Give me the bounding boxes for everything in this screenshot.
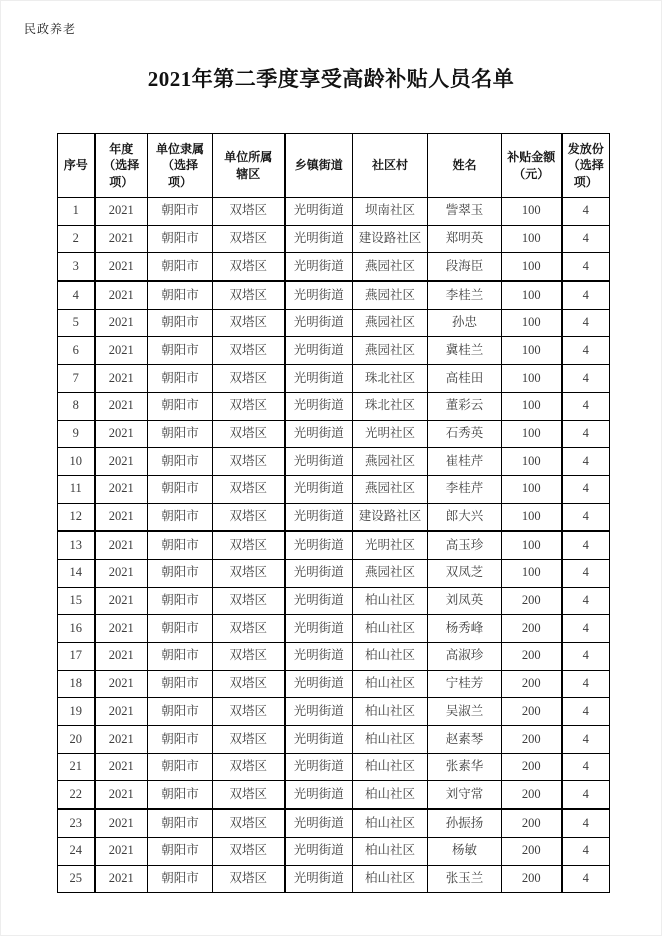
table-cell: 4 bbox=[562, 781, 610, 809]
table-cell: 吴淑兰 bbox=[428, 698, 502, 726]
table-cell: 光明街道 bbox=[285, 420, 353, 448]
table-cell: 5 bbox=[58, 309, 95, 337]
table-cell: 2021 bbox=[95, 726, 148, 754]
table-cell: 冀桂兰 bbox=[428, 337, 502, 365]
table-cell: 光明社区 bbox=[353, 531, 428, 559]
table-row bbox=[58, 809, 610, 837]
table-cell: 朝阳市 bbox=[148, 643, 213, 671]
table-cell: 10 bbox=[58, 448, 95, 476]
table-cell: 建设路社区 bbox=[353, 225, 428, 253]
table-cell: 24 bbox=[58, 837, 95, 865]
table-cell: 朝阳市 bbox=[148, 253, 213, 281]
table-cell: 董彩云 bbox=[428, 392, 502, 420]
table-cell: 光明街道 bbox=[285, 309, 353, 337]
table-cell: 7 bbox=[58, 365, 95, 393]
table-cell: 4 bbox=[562, 670, 610, 698]
corner-label: 民政养老 bbox=[24, 22, 77, 36]
table-cell: 2021 bbox=[95, 531, 148, 559]
table-cell: 朝阳市 bbox=[148, 753, 213, 781]
table-cell: 2021 bbox=[95, 309, 148, 337]
table-header-cell: 单位隶属（选择项） bbox=[148, 134, 213, 198]
table-cell: 燕园社区 bbox=[353, 281, 428, 309]
table-cell: 朝阳市 bbox=[148, 448, 213, 476]
table-row bbox=[58, 475, 610, 503]
table-cell: 100 bbox=[502, 420, 562, 448]
table-cell: 光明街道 bbox=[285, 643, 353, 671]
table-cell: 2021 bbox=[95, 809, 148, 837]
table-row bbox=[58, 559, 610, 587]
table-cell: 1 bbox=[58, 198, 95, 226]
table-row bbox=[58, 198, 610, 226]
table-cell: 双塔区 bbox=[213, 337, 285, 365]
table-cell: 朝阳市 bbox=[148, 420, 213, 448]
table-row bbox=[58, 643, 610, 671]
table-cell: 4 bbox=[562, 281, 610, 309]
table-cell: 19 bbox=[58, 698, 95, 726]
table-cell: 双塔区 bbox=[213, 726, 285, 754]
table-cell: 光明街道 bbox=[285, 587, 353, 615]
table-cell: 柏山社区 bbox=[353, 615, 428, 643]
table-cell: 2021 bbox=[95, 753, 148, 781]
table-cell: 双塔区 bbox=[213, 475, 285, 503]
table-cell: 坝南社区 bbox=[353, 198, 428, 226]
table-cell: 柏山社区 bbox=[353, 809, 428, 837]
table-cell: 燕园社区 bbox=[353, 475, 428, 503]
table-cell: 双塔区 bbox=[213, 365, 285, 393]
table-cell: 双塔区 bbox=[213, 753, 285, 781]
table-row bbox=[58, 281, 610, 309]
table-cell: 2021 bbox=[95, 559, 148, 587]
table-cell: 双塔区 bbox=[213, 309, 285, 337]
table-cell: 2021 bbox=[95, 670, 148, 698]
table-header-cell: 乡镇街道 bbox=[285, 134, 353, 198]
table-cell: 双塔区 bbox=[213, 837, 285, 865]
table-header-row bbox=[58, 134, 610, 198]
table-cell: 4 bbox=[562, 531, 610, 559]
table-cell: 4 bbox=[562, 253, 610, 281]
table-cell: 朝阳市 bbox=[148, 198, 213, 226]
table-cell: 2021 bbox=[95, 475, 148, 503]
table-cell: 高玉珍 bbox=[428, 531, 502, 559]
table-cell: 双塔区 bbox=[213, 865, 285, 893]
table-cell: 柏山社区 bbox=[353, 753, 428, 781]
table-cell: 訾翠玉 bbox=[428, 198, 502, 226]
table-cell: 双塔区 bbox=[213, 587, 285, 615]
table-cell: 200 bbox=[502, 587, 562, 615]
table-cell: 朝阳市 bbox=[148, 503, 213, 531]
table-cell: 200 bbox=[502, 726, 562, 754]
table-cell: 4 bbox=[562, 726, 610, 754]
table-cell: 石秀英 bbox=[428, 420, 502, 448]
table-cell: 100 bbox=[502, 475, 562, 503]
table-cell: 光明街道 bbox=[285, 559, 353, 587]
table-cell: 宁桂芳 bbox=[428, 670, 502, 698]
table-cell: 4 bbox=[562, 865, 610, 893]
table-cell: 光明街道 bbox=[285, 365, 353, 393]
table-cell: 光明街道 bbox=[285, 475, 353, 503]
table-cell: 双塔区 bbox=[213, 781, 285, 809]
table-cell: 光明街道 bbox=[285, 670, 353, 698]
table-row bbox=[58, 503, 610, 531]
table-cell: 光明街道 bbox=[285, 781, 353, 809]
table-cell: 100 bbox=[502, 337, 562, 365]
table-cell: 赵素琴 bbox=[428, 726, 502, 754]
table-cell: 2021 bbox=[95, 503, 148, 531]
table-cell: 光明街道 bbox=[285, 809, 353, 837]
table-cell: 朝阳市 bbox=[148, 225, 213, 253]
table-cell: 朝阳市 bbox=[148, 587, 213, 615]
table-row bbox=[58, 726, 610, 754]
table-cell: 朝阳市 bbox=[148, 531, 213, 559]
table-cell: 郑明英 bbox=[428, 225, 502, 253]
table-cell: 朝阳市 bbox=[148, 670, 213, 698]
table-cell: 光明街道 bbox=[285, 225, 353, 253]
table-cell: 2021 bbox=[95, 781, 148, 809]
table-cell: 朝阳市 bbox=[148, 781, 213, 809]
table-cell: 光明街道 bbox=[285, 392, 353, 420]
table-cell: 柏山社区 bbox=[353, 698, 428, 726]
table-cell: 200 bbox=[502, 837, 562, 865]
table-row bbox=[58, 420, 610, 448]
table-cell: 双凤芝 bbox=[428, 559, 502, 587]
table-cell: 100 bbox=[502, 559, 562, 587]
table-cell: 200 bbox=[502, 670, 562, 698]
table-cell: 4 bbox=[562, 615, 610, 643]
table-cell: 双塔区 bbox=[213, 503, 285, 531]
table-cell: 郎大兴 bbox=[428, 503, 502, 531]
table-cell: 光明街道 bbox=[285, 281, 353, 309]
table-cell: 2021 bbox=[95, 698, 148, 726]
table-cell: 100 bbox=[502, 448, 562, 476]
table-cell: 100 bbox=[502, 309, 562, 337]
table-cell: 12 bbox=[58, 503, 95, 531]
table-cell: 孙忠 bbox=[428, 309, 502, 337]
table-header-cell: 年度（选择项） bbox=[95, 134, 148, 198]
table-cell: 200 bbox=[502, 809, 562, 837]
table-cell: 11 bbox=[58, 475, 95, 503]
table-cell: 光明街道 bbox=[285, 337, 353, 365]
table-cell: 200 bbox=[502, 698, 562, 726]
table-cell: 朝阳市 bbox=[148, 392, 213, 420]
table-cell: 李桂芹 bbox=[428, 475, 502, 503]
table-cell: 20 bbox=[58, 726, 95, 754]
table-cell: 22 bbox=[58, 781, 95, 809]
table-cell: 16 bbox=[58, 615, 95, 643]
table-row bbox=[58, 531, 610, 559]
table-cell: 朝阳市 bbox=[148, 698, 213, 726]
table-cell: 2021 bbox=[95, 253, 148, 281]
table-cell: 100 bbox=[502, 281, 562, 309]
table-header-cell: 补贴金额（元） bbox=[502, 134, 562, 198]
table-cell: 朝阳市 bbox=[148, 809, 213, 837]
table-cell: 4 bbox=[562, 337, 610, 365]
table-cell: 100 bbox=[502, 253, 562, 281]
table-cell: 燕园社区 bbox=[353, 309, 428, 337]
table-cell: 9 bbox=[58, 420, 95, 448]
table-cell: 燕园社区 bbox=[353, 253, 428, 281]
table-cell: 柏山社区 bbox=[353, 781, 428, 809]
table-cell: 4 bbox=[562, 475, 610, 503]
table-cell: 李桂兰 bbox=[428, 281, 502, 309]
table-row bbox=[58, 753, 610, 781]
table-cell: 4 bbox=[562, 448, 610, 476]
table-cell: 高桂田 bbox=[428, 365, 502, 393]
table-cell: 杨秀峰 bbox=[428, 615, 502, 643]
table-cell: 2021 bbox=[95, 225, 148, 253]
table-cell: 燕园社区 bbox=[353, 337, 428, 365]
table-cell: 双塔区 bbox=[213, 559, 285, 587]
table-cell: 100 bbox=[502, 198, 562, 226]
table-cell: 刘凤英 bbox=[428, 587, 502, 615]
table-cell: 刘守常 bbox=[428, 781, 502, 809]
table-cell: 双塔区 bbox=[213, 531, 285, 559]
table-cell: 2 bbox=[58, 225, 95, 253]
table-cell: 4 bbox=[562, 365, 610, 393]
table-cell: 200 bbox=[502, 643, 562, 671]
table-cell: 光明街道 bbox=[285, 253, 353, 281]
table-cell: 段海臣 bbox=[428, 253, 502, 281]
table-cell: 珠北社区 bbox=[353, 365, 428, 393]
table-cell: 崔桂芹 bbox=[428, 448, 502, 476]
table-cell: 13 bbox=[58, 531, 95, 559]
table-cell: 4 bbox=[562, 559, 610, 587]
table-cell: 朝阳市 bbox=[148, 309, 213, 337]
table-cell: 柏山社区 bbox=[353, 643, 428, 671]
table-cell: 200 bbox=[502, 615, 562, 643]
table-head bbox=[58, 134, 610, 198]
table-cell: 柏山社区 bbox=[353, 837, 428, 865]
table-cell: 张素华 bbox=[428, 753, 502, 781]
table-row bbox=[58, 865, 610, 893]
table-cell: 4 bbox=[58, 281, 95, 309]
table-cell: 2021 bbox=[95, 448, 148, 476]
table-cell: 2021 bbox=[95, 281, 148, 309]
table-cell: 朝阳市 bbox=[148, 337, 213, 365]
table-cell: 4 bbox=[562, 392, 610, 420]
table-cell: 杨敏 bbox=[428, 837, 502, 865]
table-cell: 2021 bbox=[95, 337, 148, 365]
table-cell: 双塔区 bbox=[213, 253, 285, 281]
table-cell: 4 bbox=[562, 698, 610, 726]
table-row bbox=[58, 670, 610, 698]
table-cell: 2021 bbox=[95, 587, 148, 615]
table-cell: 张玉兰 bbox=[428, 865, 502, 893]
table-cell: 2021 bbox=[95, 615, 148, 643]
table-cell: 15 bbox=[58, 587, 95, 615]
table-row bbox=[58, 698, 610, 726]
table-body bbox=[58, 198, 610, 893]
table-cell: 双塔区 bbox=[213, 225, 285, 253]
table-header-cell: 序号 bbox=[58, 134, 95, 198]
table-cell: 光明街道 bbox=[285, 503, 353, 531]
table-row bbox=[58, 781, 610, 809]
table-cell: 朝阳市 bbox=[148, 281, 213, 309]
table-cell: 朝阳市 bbox=[148, 365, 213, 393]
table-cell: 4 bbox=[562, 420, 610, 448]
table-cell: 光明街道 bbox=[285, 865, 353, 893]
table-cell: 2021 bbox=[95, 865, 148, 893]
table-cell: 光明街道 bbox=[285, 698, 353, 726]
table-cell: 4 bbox=[562, 587, 610, 615]
table-row bbox=[58, 392, 610, 420]
table-cell: 2021 bbox=[95, 392, 148, 420]
table-cell: 2021 bbox=[95, 365, 148, 393]
table-cell: 光明街道 bbox=[285, 837, 353, 865]
table-cell: 燕园社区 bbox=[353, 559, 428, 587]
table-cell: 朝阳市 bbox=[148, 615, 213, 643]
table-cell: 柏山社区 bbox=[353, 670, 428, 698]
table-cell: 朝阳市 bbox=[148, 475, 213, 503]
subsidy-table bbox=[57, 133, 610, 893]
table-cell: 4 bbox=[562, 503, 610, 531]
table-cell: 23 bbox=[58, 809, 95, 837]
table-cell: 双塔区 bbox=[213, 198, 285, 226]
table-cell: 朝阳市 bbox=[148, 865, 213, 893]
table-cell: 光明街道 bbox=[285, 531, 353, 559]
document-title: 2021年第二季度享受高龄补贴人员名单 bbox=[147, 67, 515, 91]
table-row bbox=[58, 365, 610, 393]
table-cell: 光明街道 bbox=[285, 198, 353, 226]
table-cell: 2021 bbox=[95, 837, 148, 865]
table-cell: 柏山社区 bbox=[353, 587, 428, 615]
table-cell: 6 bbox=[58, 337, 95, 365]
table-cell: 100 bbox=[502, 531, 562, 559]
table-cell: 25 bbox=[58, 865, 95, 893]
table-cell: 3 bbox=[58, 253, 95, 281]
table-row bbox=[58, 615, 610, 643]
table-cell: 21 bbox=[58, 753, 95, 781]
table-row bbox=[58, 225, 610, 253]
table-row bbox=[58, 448, 610, 476]
table-cell: 2021 bbox=[95, 643, 148, 671]
table-cell: 双塔区 bbox=[213, 670, 285, 698]
table-row bbox=[58, 309, 610, 337]
table-cell: 朝阳市 bbox=[148, 559, 213, 587]
table-header-cell: 社区村 bbox=[353, 134, 428, 198]
table-cell: 100 bbox=[502, 503, 562, 531]
table-cell: 4 bbox=[562, 225, 610, 253]
table-cell: 柏山社区 bbox=[353, 865, 428, 893]
table-header-cell: 单位所属辖区 bbox=[213, 134, 285, 198]
table-cell: 100 bbox=[502, 392, 562, 420]
table-cell: 14 bbox=[58, 559, 95, 587]
table-cell: 光明街道 bbox=[285, 448, 353, 476]
table-header-cell: 姓名 bbox=[428, 134, 502, 198]
table-cell: 2021 bbox=[95, 198, 148, 226]
table-cell: 4 bbox=[562, 809, 610, 837]
table-cell: 柏山社区 bbox=[353, 726, 428, 754]
table-cell: 4 bbox=[562, 837, 610, 865]
table-cell: 双塔区 bbox=[213, 809, 285, 837]
table-cell: 100 bbox=[502, 225, 562, 253]
table-cell: 18 bbox=[58, 670, 95, 698]
table-header-cell: 发放份（选择项） bbox=[562, 134, 610, 198]
table-cell: 4 bbox=[562, 643, 610, 671]
table-cell: 200 bbox=[502, 781, 562, 809]
table-row bbox=[58, 587, 610, 615]
table-cell: 朝阳市 bbox=[148, 726, 213, 754]
table-cell: 光明社区 bbox=[353, 420, 428, 448]
table-cell: 光明街道 bbox=[285, 753, 353, 781]
table-cell: 17 bbox=[58, 643, 95, 671]
table-cell: 光明街道 bbox=[285, 726, 353, 754]
table-row bbox=[58, 253, 610, 281]
table-cell: 光明街道 bbox=[285, 615, 353, 643]
table-cell: 珠北社区 bbox=[353, 392, 428, 420]
table-cell: 200 bbox=[502, 865, 562, 893]
table-cell: 双塔区 bbox=[213, 420, 285, 448]
table-row bbox=[58, 837, 610, 865]
table-cell: 200 bbox=[502, 753, 562, 781]
table-cell: 4 bbox=[562, 753, 610, 781]
table-cell: 朝阳市 bbox=[148, 837, 213, 865]
table-cell: 燕园社区 bbox=[353, 448, 428, 476]
table-cell: 2021 bbox=[95, 420, 148, 448]
table-cell: 建设路社区 bbox=[353, 503, 428, 531]
table-cell: 高淑珍 bbox=[428, 643, 502, 671]
table-cell: 8 bbox=[58, 392, 95, 420]
table-cell: 双塔区 bbox=[213, 281, 285, 309]
table-cell: 4 bbox=[562, 198, 610, 226]
table-cell: 双塔区 bbox=[213, 698, 285, 726]
table-cell: 双塔区 bbox=[213, 643, 285, 671]
table-cell: 双塔区 bbox=[213, 615, 285, 643]
table-cell: 双塔区 bbox=[213, 448, 285, 476]
table-row bbox=[58, 337, 610, 365]
table-cell: 4 bbox=[562, 309, 610, 337]
table-cell: 100 bbox=[502, 365, 562, 393]
table-cell: 双塔区 bbox=[213, 392, 285, 420]
table-cell: 孙振扬 bbox=[428, 809, 502, 837]
